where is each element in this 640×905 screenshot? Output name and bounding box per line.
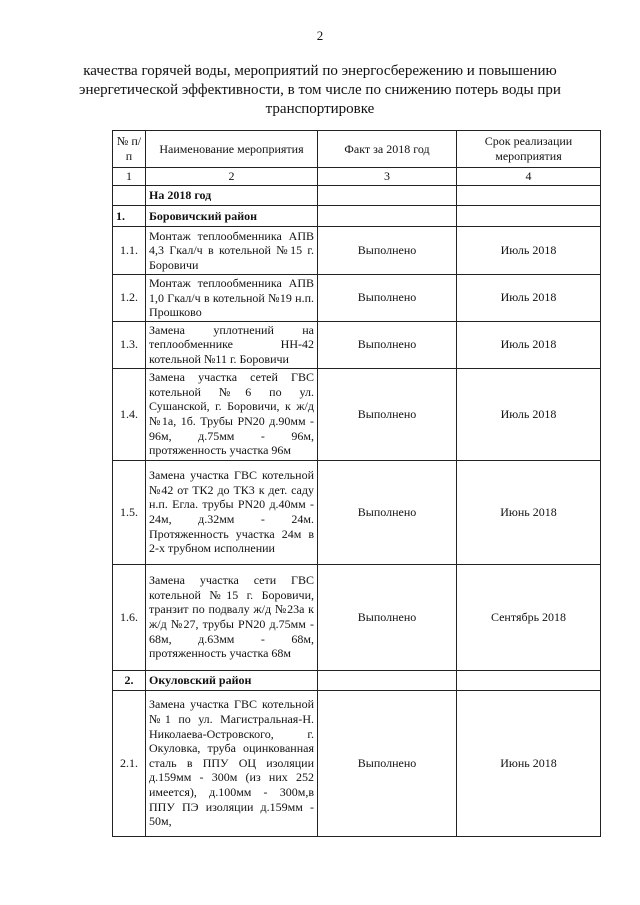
table-row (113, 227, 601, 275)
row-number: 1. (113, 206, 146, 227)
empty-cell (113, 186, 146, 206)
term-cell: Июнь 2018 (457, 690, 601, 836)
header-fact: Факт за 2018 год (318, 131, 457, 168)
column-numbers-row (113, 168, 601, 186)
term-cell: Июль 2018 (457, 275, 601, 322)
column-number: 3 (318, 168, 457, 186)
table-row (113, 460, 601, 564)
header-name: Наименование мероприятия (146, 131, 318, 168)
term-cell: Июль 2018 (457, 227, 601, 275)
measures-table (112, 130, 601, 837)
fact-cell: Выполнено (318, 275, 457, 322)
measure-name: Монтаж теплообменника АПВ 1,0 Гкал/ч в котельной №19 н.п. Прошково (146, 275, 318, 322)
header-term: Срок реализации мероприятия (457, 131, 601, 168)
term-cell: Июнь 2018 (457, 460, 601, 564)
table-row (113, 690, 601, 836)
section-title: Боровичский район (146, 206, 318, 227)
term-cell: Июль 2018 (457, 321, 601, 368)
empty-cell (318, 206, 457, 227)
table-row (113, 564, 601, 670)
measure-name: Замена участка ГВС котельной №1 по ул. Магистральная-Н. Николаева-Островского, г. Окуловка, труба оцинкованная сталь в ППУ ОЦ изоляции д.159мм - 300м (из них 252 имеется), д.100мм - 300м,в ППУ ПЭ изоляции д.159мм - 50м, (146, 690, 318, 836)
measure-name: Монтаж теплообменника АПВ 4,3 Гкал/ч в котельной №15 г. Боровичи (146, 227, 318, 275)
term-cell: Июль 2018 (457, 368, 601, 460)
table-row (113, 321, 601, 368)
measure-name: Замена уплотнений на теплообменнике НН-42 котельной №11 г. Боровичи (146, 321, 318, 368)
empty-cell (457, 670, 601, 690)
row-number: 1.3. (113, 321, 146, 368)
section-row (113, 206, 601, 227)
empty-cell (318, 186, 457, 206)
measure-name: Замена участка сетей ГВС котельной №6 по ул. Сушанской, г. Боровичи, к ж/д №1а, 1б. Трубы PN20 д.90мм - 96м, д.75мм - 96м, протяженность участка 96м (146, 368, 318, 460)
fact-cell: Выполнено (318, 321, 457, 368)
fact-cell: Выполнено (318, 690, 457, 836)
empty-cell (318, 670, 457, 690)
row-number: 1.2. (113, 275, 146, 322)
measure-name: Замена участка ГВС котельной №42 от ТК2 до ТК3 к дет. саду н.п. Егла. трубы PN20 д.40мм - 24м, д.32мм - 24м. Протяженность участка 24м в 2-х трубном исполнении (146, 460, 318, 564)
row-number: 1.5. (113, 460, 146, 564)
row-number: 1.6. (113, 564, 146, 670)
row-number: 2.1. (113, 690, 146, 836)
fact-cell: Выполнено (318, 227, 457, 275)
term-cell: Сентябрь 2018 (457, 564, 601, 670)
header-number: № п/п (113, 131, 146, 168)
table-row (113, 275, 601, 322)
column-number: 1 (113, 168, 146, 186)
measure-name: Замена участка сети ГВС котельной №15 г. Боровичи, транзит по подвалу ж/д №23а к ж/д №27, трубы PN20 д.75мм - 68м, д.63мм - 68м, протяженность участка 68м (146, 564, 318, 670)
page-number: 2 (316, 28, 324, 43)
fact-cell: Выполнено (318, 564, 457, 670)
fact-cell: Выполнено (318, 460, 457, 564)
table-header-row (113, 131, 601, 168)
row-number: 2. (113, 670, 146, 690)
section-row (113, 670, 601, 690)
fact-cell: Выполнено (318, 368, 457, 460)
column-number: 2 (146, 168, 318, 186)
empty-cell (457, 186, 601, 206)
table-row (113, 368, 601, 460)
column-number: 4 (457, 168, 601, 186)
section-title: Окуловский район (146, 670, 318, 690)
row-number: 1.1. (113, 227, 146, 275)
year-row (113, 186, 601, 206)
document-heading: качества горячей воды, мероприятий по энергосбережению и повышению энергетической эффективности, в том числе по снижению потерь воды при транспортировке (79, 63, 561, 117)
row-number: 1.4. (113, 368, 146, 460)
empty-cell (457, 206, 601, 227)
year-label: На 2018 год (146, 186, 318, 206)
